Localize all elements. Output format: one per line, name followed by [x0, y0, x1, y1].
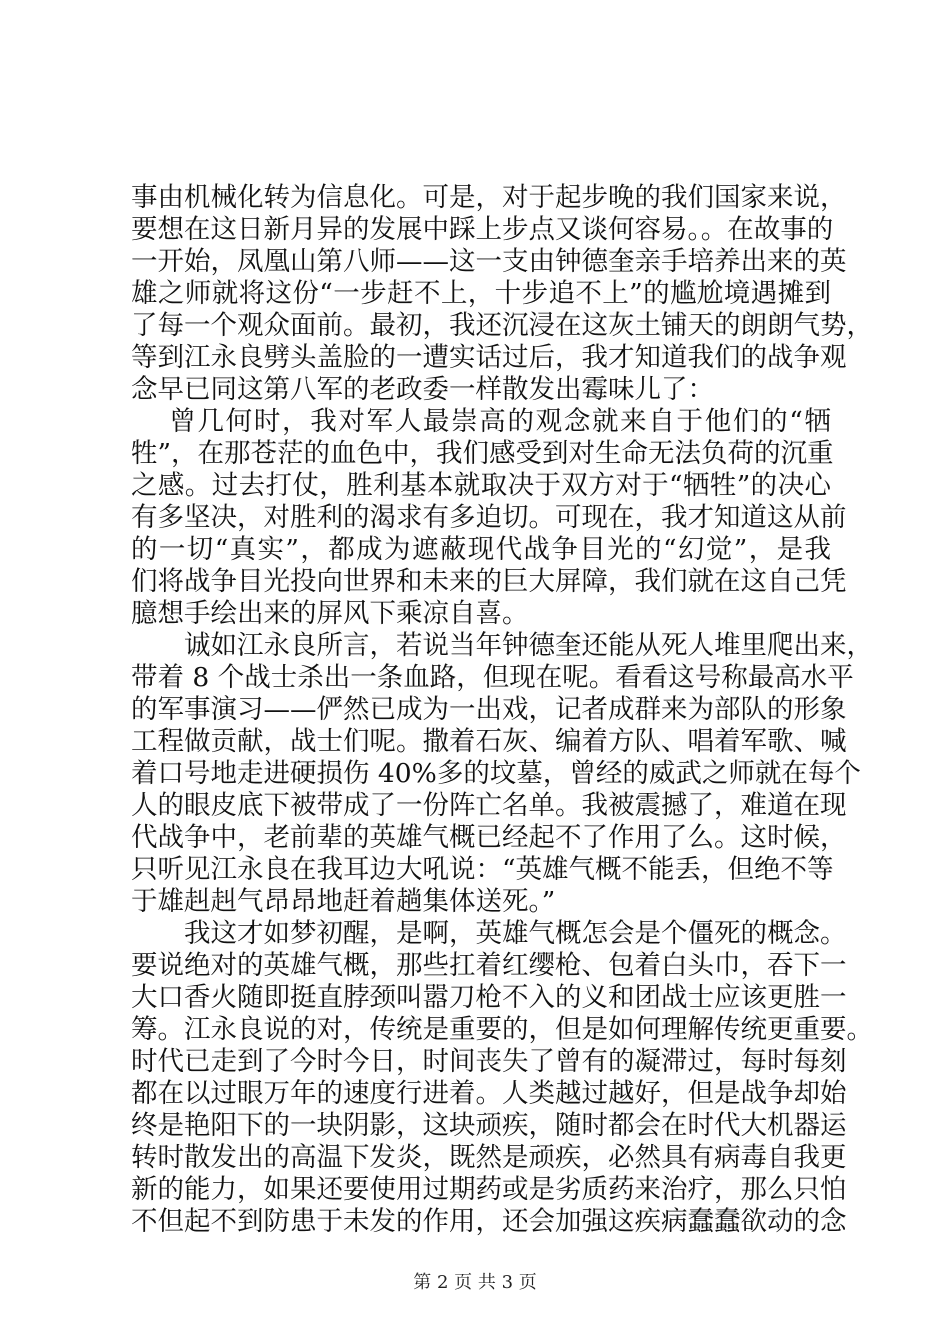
text-line-25: 要说绝对的英雄气概，那些扛着红缨枪、包着白头巾，吞下一 [131, 950, 847, 981]
text-line-3: 一开始，凤凰山第八师——这一支由钟德奎亲手培养出来的英 [131, 246, 847, 277]
text-line-26: 大口香火随即挺直脖颈叫嚣刀枪不入的义和团战士应该更胜一 [131, 982, 847, 1013]
text-line-1: 事由机械化转为信息化。可是，对于起步晚的我们国家来说， [131, 182, 847, 213]
page-footer: 第 2 页 共 3 页 [413, 1272, 537, 1293]
text-line-15: 诚如江永良所言，若说当年钟德奎还能从死人堆里爬出来， [131, 630, 873, 661]
text-line-13: 们将战争目光投向世界和未来的巨大屏障，我们就在这自己凭 [131, 566, 847, 597]
text-line-32: 新的能力，如果还要使用过期药或是劣质药来治疗，那么只怕 [131, 1174, 847, 1205]
text-line-31: 转时散发出的高温下发炎，既然是顽疾，必然具有病毒自我更 [131, 1142, 847, 1173]
text-line-16: 带着 8 个战士杀出一条血路，但现在呢。看看这号称最高水平 [131, 662, 854, 693]
text-line-23: 于雄赳赳气昂昂地赶着趟集体送死。” [131, 886, 556, 917]
text-line-27: 筹。江永良说的对，传统是重要的，但是如何理解传统更重要。 [131, 1014, 873, 1045]
text-line-18: 工程做贡献，战士们呢。撒着石灰、编着方队、唱着军歌、喊 [131, 726, 847, 757]
text-line-29: 都在以过眼万年的速度行进着。人类越过越好，但是战争却始 [131, 1078, 847, 1109]
text-line-8: 曾几何时，我对军人最崇高的观念就来自于他们的“牺 [131, 406, 831, 437]
text-line-28: 时代已走到了今时今日，时间丧失了曾有的凝滞过，每时每刻 [131, 1046, 847, 1077]
text-line-2: 要想在这日新月异的发展中踩上步点又谈何容易。。在故事的 [131, 214, 834, 245]
text-line-14: 臆想手绘出来的屏风下乘凉自喜。 [131, 598, 529, 629]
text-line-11: 有多坚决，对胜利的渴求有多迫切。可现在，我才知道这从前 [131, 502, 847, 533]
text-line-6: 等到江永良劈头盖脸的一遭实话过后，我才知道我们的战争观 [131, 342, 847, 373]
text-line-17: 的军事演习——俨然已成为一出戏，记者成群来为部队的形象 [131, 694, 847, 725]
text-line-19: 着口号地走进硬损伤 40%多的坟墓，曾经的威武之师就在每个 [131, 758, 861, 789]
text-line-24: 我这才如梦初醒，是啊，英雄气概怎会是个僵死的概念。 [131, 918, 847, 949]
text-line-33: 不但起不到防患于未发的作用，还会加强这疾病蠢蠢欲动的念 [131, 1206, 847, 1237]
text-line-4: 雄之师就将这份“一步赶不上，十步追不上”的尴尬境遇摊到 [131, 278, 831, 309]
text-line-10: 之感。过去打仗，胜利基本就取决于双方对于“牺牲”的决心 [131, 470, 831, 501]
text-line-9: 牲”，在那苍茫的血色中，我们感受到对生命无法负荷的沉重 [131, 438, 834, 469]
text-line-30: 终是艳阳下的一块阴影，这块顽疾，随时都会在时代大机器运 [131, 1110, 847, 1141]
text-line-7: 念早已同这第八军的老政委一样散发出霉味儿了： [131, 374, 714, 405]
text-line-5: 了每一个观众面前。最初，我还沉浸在这灰土铺天的朗朗气势， [131, 310, 873, 341]
text-line-12: 的一切“真实”，都成为遮蔽现代战争目光的“幻觉”，是我 [131, 534, 831, 565]
text-line-20: 人的眼皮底下被带成了一份阵亡名单。我被震撼了，难道在现 [131, 790, 847, 821]
text-line-22: 只听见江永良在我耳边大吼说：“英雄气概不能丢，但绝不等 [131, 854, 834, 885]
text-line-21: 代战争中，老前辈的英雄气概已经起不了作用了么。这时候， [131, 822, 847, 853]
